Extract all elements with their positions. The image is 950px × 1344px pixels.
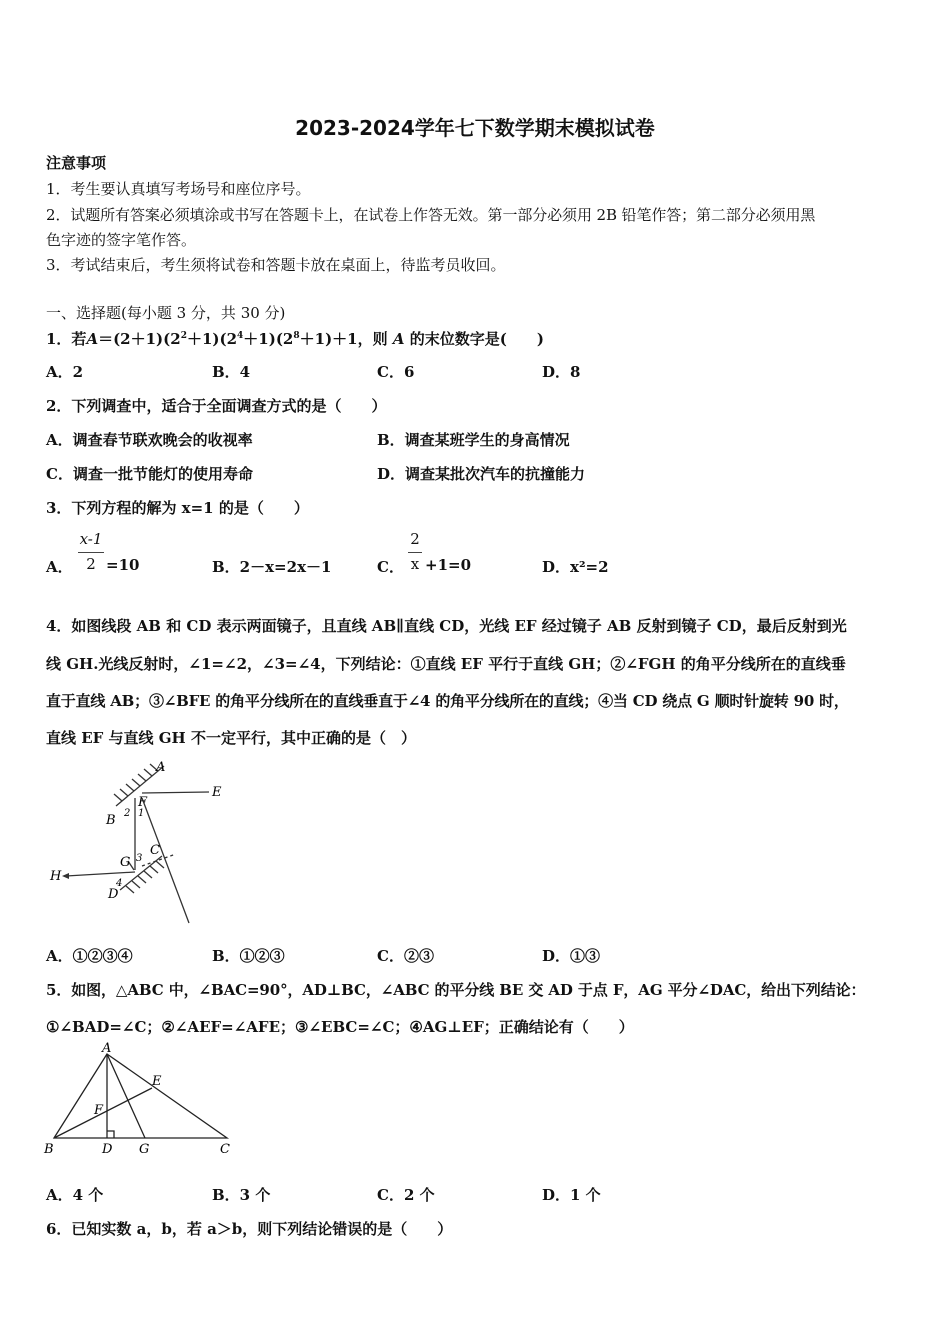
label-angle-1: 1 <box>138 808 145 819</box>
label-A: A <box>102 1041 112 1056</box>
ray-gh <box>66 872 135 876</box>
section-heading: 一、选择题(每小题 3 分，共 30 分) <box>46 304 286 322</box>
q1-option-a[interactable]: A．2 <box>46 363 84 381</box>
q1-prefix: 1．若 <box>46 330 87 348</box>
notice-item: 1．考生要认真填写考场号和座位序号。 <box>46 180 311 198</box>
q4-option-c[interactable]: C．②③ <box>377 947 434 965</box>
q3-c-denominator: x <box>410 555 420 573</box>
label-D: D <box>108 887 119 902</box>
q3-a-numerator: x-1 <box>79 530 103 548</box>
triangle-figure <box>40 1040 240 1162</box>
question-5-line: ①∠BAD=∠C；②∠AEF=∠AFE；③∠EBC=∠C；④AG⊥EF；正确结论有（ ） <box>46 1018 634 1036</box>
label-G: G <box>139 1142 150 1157</box>
q2-option-b[interactable]: B．调查某班学生的身高情况 <box>377 431 570 449</box>
q3-option-d[interactable]: D．x²=2 <box>542 558 609 576</box>
label-E: E <box>152 1074 162 1089</box>
label-angle-4: 4 <box>116 878 123 889</box>
notice-item: 3．考试结束后，考生须将试卷和答题卡放在桌面上，待监考员收回。 <box>46 256 506 274</box>
q3-a-denominator: 2 <box>86 555 96 573</box>
q2-option-d[interactable]: D．调查某批次汽车的抗撞能力 <box>377 465 586 483</box>
right-angle-mark <box>107 1131 114 1138</box>
question-1-stem: 1．若$A=(2+1)(2^2+1)(2^4+1)(2^8+1)+1$，则 A 的末位数字是( ) <box>46 330 544 348</box>
q5-option-c[interactable]: C．2 个 <box>377 1186 435 1204</box>
q5-option-a[interactable]: A．4 个 <box>46 1186 104 1204</box>
label-F: F <box>94 1103 104 1118</box>
label-B: B <box>44 1142 54 1157</box>
page-title: 2023-2024学年七下数学期末模拟试卷 <box>295 116 655 140</box>
q1-option-c[interactable]: C．6 <box>377 363 415 381</box>
label-B: B <box>106 813 116 828</box>
q2-option-c[interactable]: C．调查一批节能灯的使用寿命 <box>46 465 253 483</box>
question-4-line: 线 GH.光线反射时，∠1=∠2，∠3=∠4，下列结论：①直线 EF 平行于直线 GH；②∠FGH 的角平分线所在的直线垂 <box>46 655 846 673</box>
q1-tail2: 的末位数字是( ) <box>409 330 544 348</box>
q3-option-c-label[interactable]: C． <box>377 558 404 576</box>
question-4-line: 直线 EF 与直线 GH 不一定平行，其中正确的是（ ） <box>46 729 416 747</box>
notice-item: 2．试题所有答案必须填涂或书写在答题卡上，在试卷上作答无效。第一部分必须用 2B 铅笔作答；第二部分必须用黑 <box>46 206 816 224</box>
question-4-line: 直于直线 AB；③∠BFE 的角平分线所在的直线垂直于∠4 的角平分线所在的直线；④当 CD 绕点 G 顺时针旋转 90 时， <box>46 692 849 710</box>
label-C: C <box>150 843 160 858</box>
question-4-line: 4．如图线段 AB 和 CD 表示两面镜子，且直线 AB∥直线 CD，光线 EF 经过镜子 AB 反射到镜子 CD，最后反射到光 <box>46 617 847 635</box>
label-angle-2: 2 <box>124 808 131 819</box>
notice-heading: 注意事项 <box>46 154 107 172</box>
q4-option-a[interactable]: A．①②③④ <box>46 947 133 965</box>
q3-c-numerator: 2 <box>410 530 420 548</box>
label-C: C <box>220 1142 230 1157</box>
question-6-stem: 6．已知实数 a，b，若 a＞b，则下列结论错误的是（ ） <box>46 1220 453 1238</box>
ray-ef <box>142 792 209 793</box>
q3-option-a-label[interactable]: A． <box>46 558 73 576</box>
q3-a-rest: =10 <box>106 556 140 574</box>
notice-item: 色字迹的签字笔作答。 <box>46 231 197 249</box>
label-G: G <box>120 855 131 870</box>
q2-option-a[interactable]: A．调查春节联欢晚会的收视率 <box>46 431 253 449</box>
q5-option-d[interactable]: D．1 个 <box>542 1186 601 1204</box>
label-F: F <box>138 795 148 810</box>
q4-option-d[interactable]: D．①③ <box>542 947 601 965</box>
q1-option-d[interactable]: D．8 <box>542 363 581 381</box>
mirror-figure <box>44 758 244 928</box>
q1-tail: ，则 <box>357 330 388 348</box>
label-H: H <box>50 869 62 884</box>
q3-option-b[interactable]: B．2－x=2x－1 <box>212 558 332 576</box>
fraction-bar <box>78 552 104 553</box>
label-E: E <box>212 785 222 800</box>
label-A: A <box>156 760 166 775</box>
question-5-line: 5．如图，△ABC 中，∠BAC=90°，AD⊥BC，∠ABC 的平分线 BE 交 AD 于点 F，AG 平分∠DAC，给出下列结论： <box>46 981 866 999</box>
label-angle-3: 3 <box>136 853 143 864</box>
q3-c-rest: +1=0 <box>425 556 472 574</box>
fraction-bar <box>408 552 422 553</box>
q5-option-b[interactable]: B．3 个 <box>212 1186 271 1204</box>
question-3-stem: 3．下列方程的解为 x=1 的是（ ） <box>46 499 309 517</box>
q1-option-b[interactable]: B．4 <box>212 363 251 381</box>
label-D: D <box>102 1142 113 1157</box>
q4-option-b[interactable]: B．①②③ <box>212 947 285 965</box>
question-2-stem: 2．下列调查中，适合于全面调查方式的是（ ） <box>46 397 387 415</box>
